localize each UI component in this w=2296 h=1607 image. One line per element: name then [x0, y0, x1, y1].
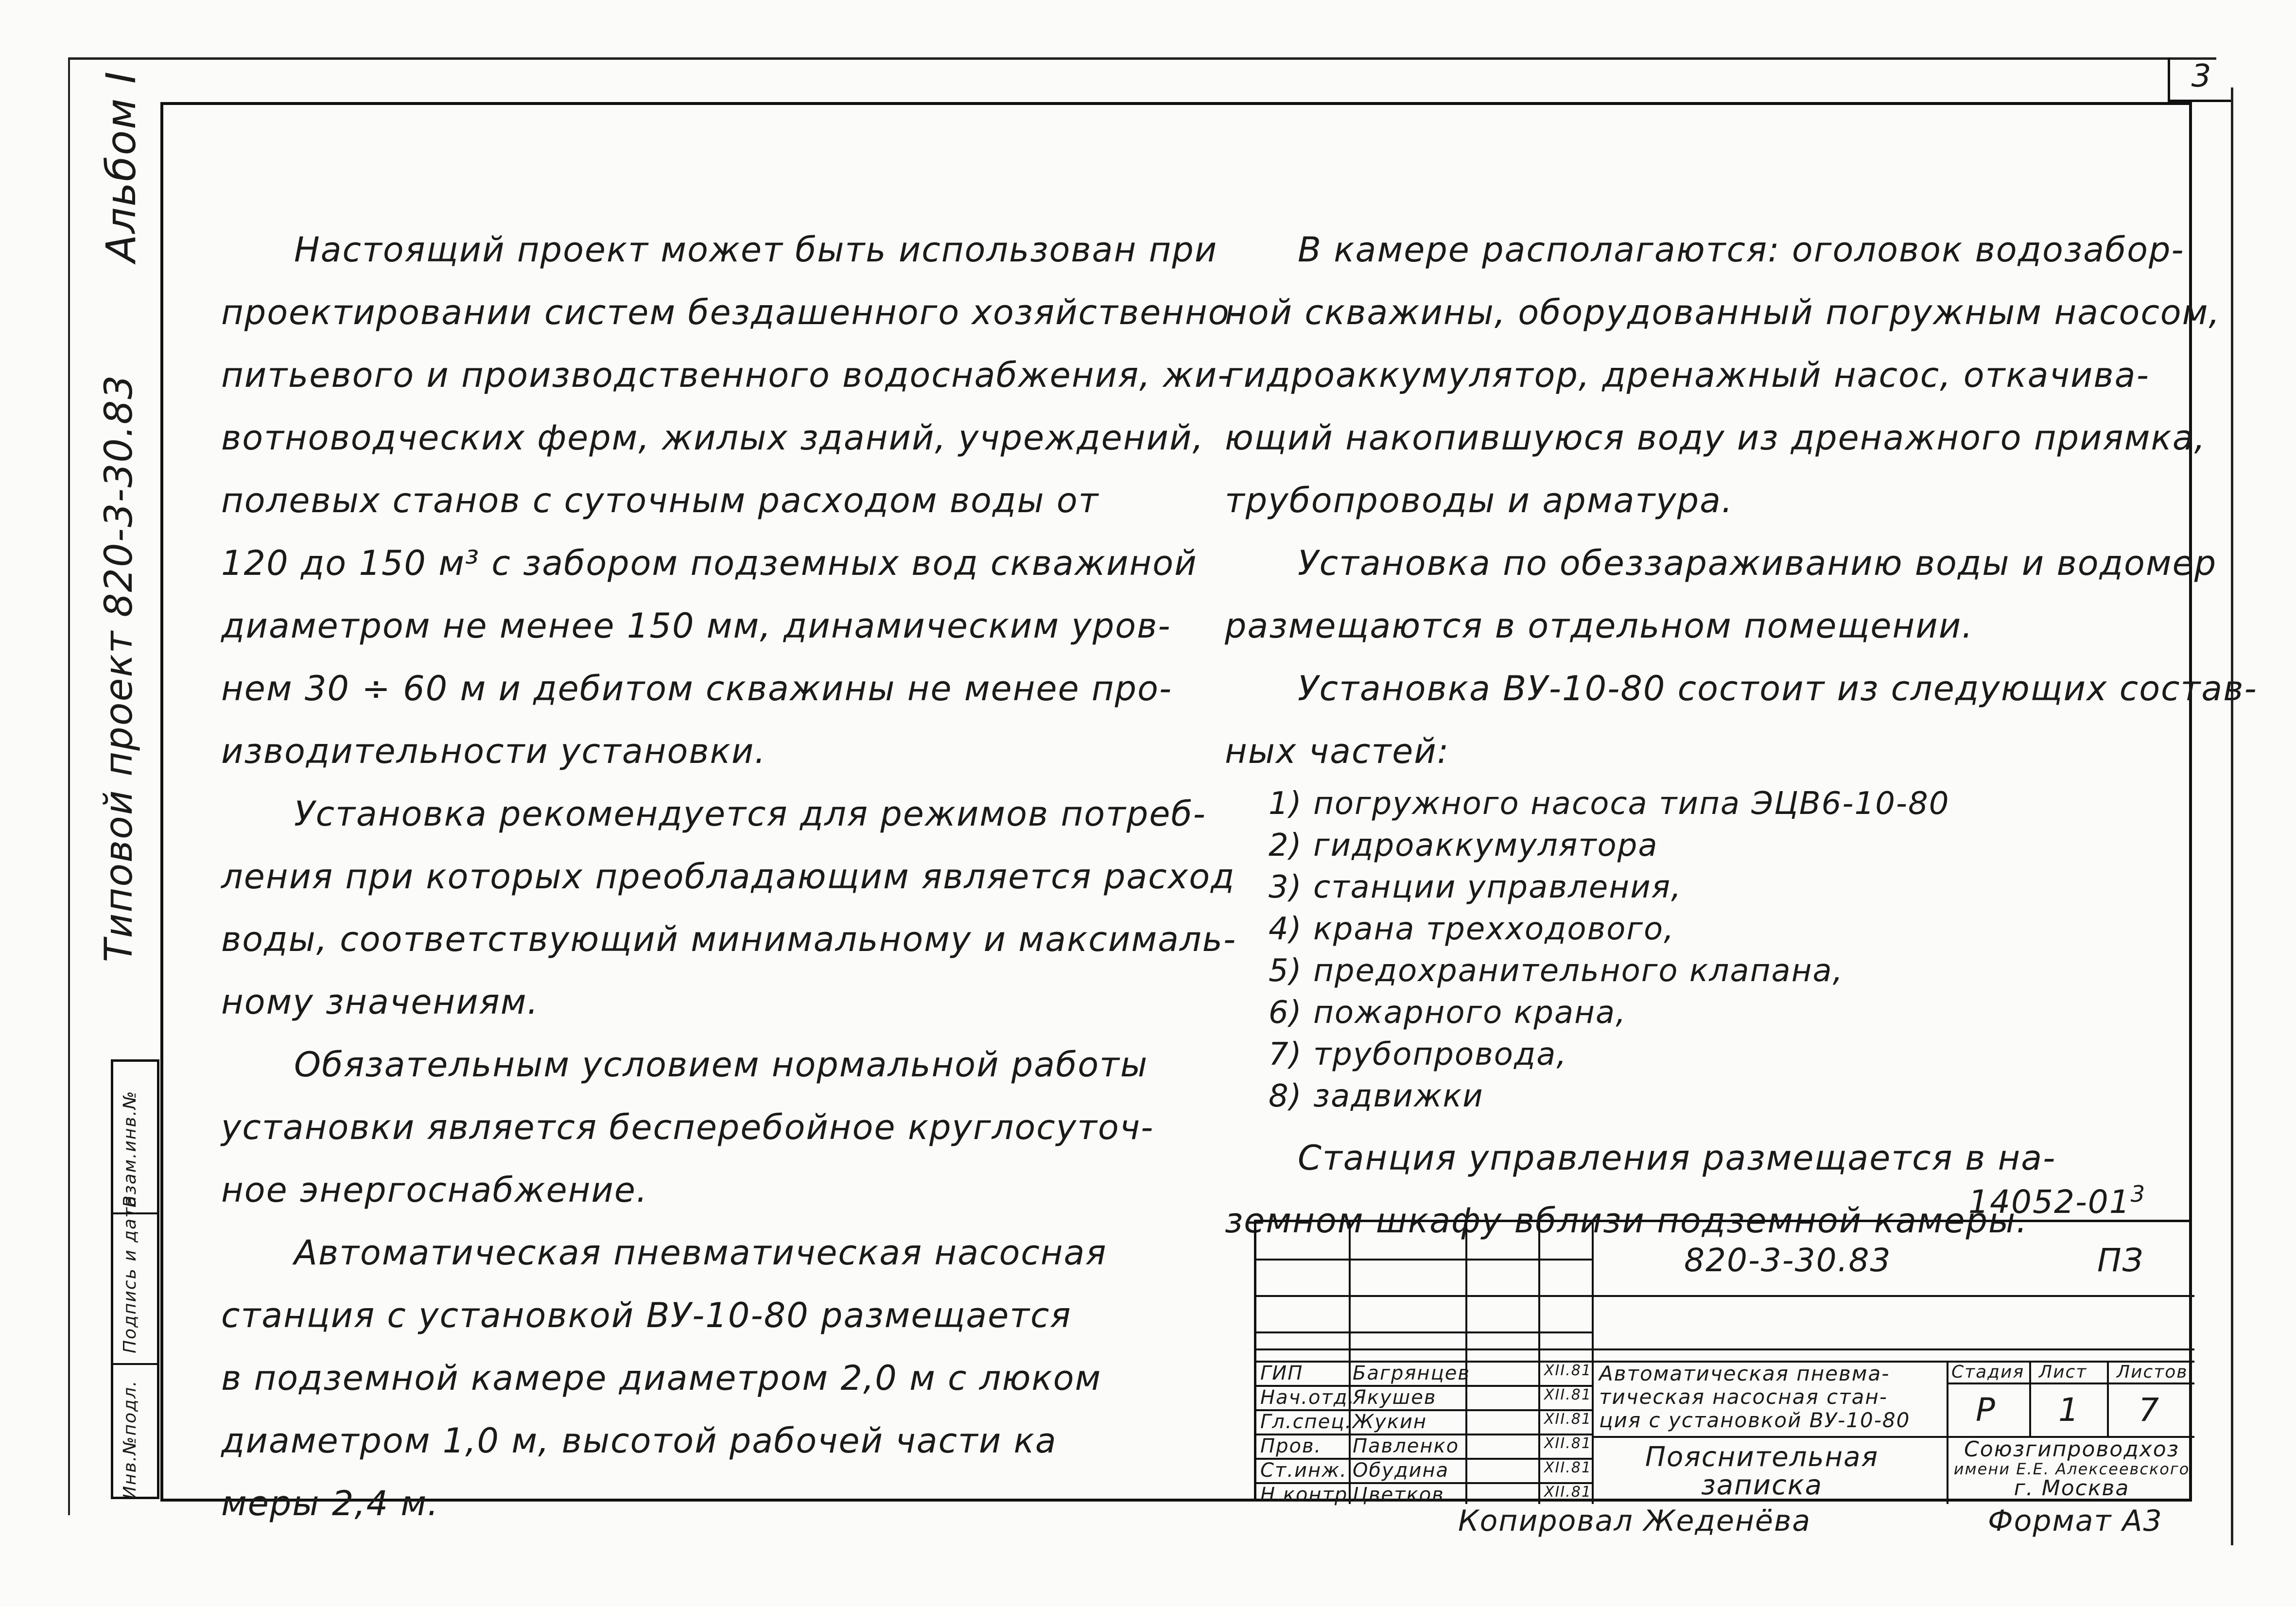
stamp-label-replace: Взам.инв.№ [120, 1090, 140, 1208]
left-column-line: питьевого и производственного водоснабжения, жи- [221, 355, 1231, 395]
right-column-line: ющий накопившуюся воду из дренажного приямка, [1225, 418, 2206, 458]
stamp-label-inv: Инв.№подл. [120, 1380, 140, 1499]
org-line-3: г. Москва [2014, 1476, 2130, 1501]
inventory-number-sup: 3 [2130, 1181, 2146, 1207]
left-column-line: ления при которых преобладающим является расход [221, 857, 1235, 897]
title-block-role: Пров. [1260, 1435, 1322, 1457]
component-item: 4) крана трехходового, [1269, 911, 1675, 947]
left-column-line: воды, соответствующий минимальному и максималь- [221, 919, 1237, 959]
stage-value: Р [1976, 1391, 1996, 1429]
left-column-line: меры 2,4 м. [221, 1484, 439, 1523]
sheet-border-right [2231, 87, 2233, 1545]
doc-code: 820-3-30.83 [1684, 1242, 1892, 1279]
right-text-column [1225, 219, 2258, 1252]
doc-name [1635, 1443, 1888, 1500]
title-block-role: Нач.отд. [1260, 1386, 1356, 1409]
right-column-line: Установка ВУ-10-80 состоит из следующих состав- [1298, 669, 2258, 708]
right-column-line: гидроаккумулятор, дренажный насос, откачива- [1225, 355, 2150, 395]
left-column-line: Обязательным условием нормальной работы [294, 1045, 1148, 1085]
left-column-line: ное энергоснабжение. [221, 1170, 648, 1210]
title-block-role: Гл.спец. [1260, 1411, 1353, 1433]
doc-name-line-2: записка [1701, 1469, 1823, 1501]
side-stamp [111, 1059, 159, 1499]
title-block-name: Павленко [1353, 1435, 1460, 1457]
sheets-value: 7 [2139, 1391, 2160, 1429]
left-column-line: 120 до 150 м³ с забором подземных вод скважиной [221, 543, 1198, 583]
title-block-date: XII.81 [1544, 1362, 1592, 1379]
left-column-line: ному значениям. [221, 982, 539, 1022]
inventory-number-text: 14052-01 [1968, 1183, 2131, 1221]
sheet-border-left [68, 57, 70, 1515]
left-column-line: Установка рекомендуется для режимов потреб- [294, 794, 1206, 834]
component-item: 6) пожарного крана, [1269, 995, 1627, 1031]
right-column-line: Установка по обеззараживанию воды и водомер [1298, 543, 2217, 583]
component-item: 8) задвижки [1269, 1078, 1484, 1114]
right-column-line: размещаются в отдельном помещении. [1225, 606, 1974, 646]
left-column-line: станция с установкой ВУ-10-80 размещается [221, 1296, 1072, 1335]
title-block [1254, 1220, 2192, 1506]
left-column-line: в подземной камере диаметром 2,0 м с люком [221, 1358, 1102, 1398]
components-list [1225, 783, 2182, 1117]
paper-format: Формат А3 [1988, 1504, 2163, 1538]
org-line-2: имени Е.Е. Алексеевского [1953, 1460, 2190, 1478]
right-column-line: В камере располагаются: оголовок водозабор- [1298, 230, 2185, 270]
right-column-line: ной скважины, оборудованный погружным насосом, [1225, 293, 2221, 332]
left-column-line: установки является бесперебойное круглосуточ- [221, 1107, 1154, 1147]
title-block-date: XII.81 [1544, 1435, 1592, 1452]
component-item: 2) гидроаккумулятора [1269, 828, 1658, 864]
sheets-header: Листов [2117, 1362, 2188, 1382]
title-block-role: Н.контр. [1260, 1484, 1355, 1506]
left-column-line: вотноводческих ферм, жилых зданий, учреждений, [221, 418, 1204, 458]
title-block-name: Багрянцев [1353, 1362, 1470, 1384]
right-closing-line: Станция управления размещается в на- [1298, 1138, 2056, 1178]
drawing-description [1599, 1362, 1910, 1432]
doc-name-line-1: Пояснительная [1645, 1441, 1879, 1473]
stamp-label-sign: Подпись и дата [120, 1194, 140, 1353]
title-block-name: Якушев [1353, 1386, 1437, 1409]
inventory-number [1968, 1181, 2146, 1221]
title-block-role: Ст.инж. [1260, 1459, 1347, 1482]
left-column-line: полевых станов с суточным расходом воды от [221, 481, 1099, 520]
stage-header: Стадия [1951, 1362, 2025, 1382]
left-column-line: проектировании систем бездашенного хозяйственно- [221, 293, 1243, 332]
doc-type: ПЗ [2097, 1242, 2144, 1279]
org-line-1: Союзгипроводхоз [1964, 1437, 2180, 1462]
sheet-header: Лист [2039, 1362, 2087, 1382]
sheet-number: 3 [2191, 58, 2212, 94]
component-item: 3) станции управления, [1269, 869, 1682, 905]
description-line-1: Автоматическая пневма- [1599, 1362, 1890, 1385]
title-block-date: XII.81 [1544, 1411, 1592, 1428]
sheet-border-top [68, 57, 2216, 60]
left-column-line: диаметром не менее 150 мм, динамическим уров- [221, 606, 1171, 646]
left-column-line: Автоматическая пневматическая насосная [294, 1233, 1107, 1273]
description-line-2: тическая насосная стан- [1599, 1385, 1888, 1409]
organization [1949, 1437, 2194, 1501]
copied-by: Копировал Жеденёва [1458, 1504, 1811, 1538]
title-block-date: XII.81 [1544, 1386, 1592, 1403]
title-block-date: XII.81 [1544, 1459, 1592, 1476]
component-item: 1) погружного насоса типа ЭЦВ6-10-80 [1269, 786, 1950, 822]
right-column-line: ных частей: [1225, 731, 1450, 771]
left-column-line: нем 30 ÷ 60 м и дебитом скважины не менее про- [221, 669, 1173, 708]
side-album-label: Альбом I [97, 70, 145, 262]
title-block-name: Жукин [1353, 1411, 1427, 1433]
left-column-line: изводительности установки. [221, 731, 766, 771]
left-column-line: Настоящий проект может быть использован при [294, 230, 1218, 270]
description-line-3: ция с установкой ВУ-10-80 [1599, 1408, 1911, 1432]
title-block-date: XII.81 [1544, 1484, 1592, 1501]
right-closing-line: земном шкафу вблизи подземной камеры. [1225, 1201, 2028, 1241]
component-item: 7) трубопровода, [1269, 1037, 1567, 1072]
left-text-column [221, 219, 1243, 1535]
title-block-name: Обудина [1353, 1459, 1449, 1482]
side-project-title: Типовой проект 820-3-30.83 [97, 374, 141, 962]
title-block-name: Цветков [1353, 1484, 1444, 1506]
right-column-line: трубопроводы и арматура. [1225, 481, 1734, 520]
title-block-role: ГИП [1260, 1362, 1304, 1384]
left-column-line: диаметром 1,0 м, высотой рабочей части ка [221, 1421, 1057, 1461]
sheet-value: 1 [2058, 1391, 2080, 1429]
component-item: 5) предохранительного клапана, [1269, 953, 1844, 989]
